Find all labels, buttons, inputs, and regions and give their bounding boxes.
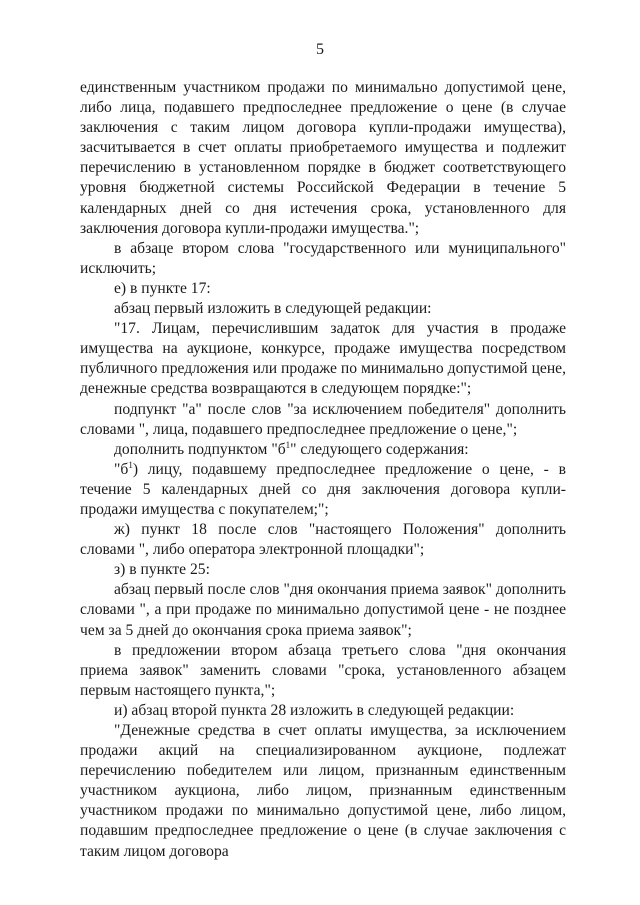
- paragraph: "Денежные средства в счет оплаты имущества, за исключением продажи акций на специализированном аукционе, подлежат перечислению победителем или лицом, признанным единственным участником аукциона, либо лицом, признанным единственным участником продажи по минимально допустимой цене, либо лицом, подавшим предпоследнее предложение о цене (в случае заключения с таким лицом договора: [80, 722, 566, 860]
- superscript: 1: [128, 459, 133, 470]
- paragraph-text: "б: [114, 460, 129, 478]
- page-number: 5: [316, 41, 324, 58]
- paragraph: з) в пункте 25:: [114, 561, 210, 579]
- paragraph-text: дополнить подпунктом "б: [114, 440, 286, 458]
- paragraph: абзац первый после слов "дня окончания приема заявок" дополнить словами ", а при продаже по минимально допустимой цене - не позднее чем за 5 дней до окончания срока приема заявок";: [80, 581, 566, 639]
- paragraph: в предложении втором абзаца третьего слова "дня окончания приема заявок" заменить словами "срока, установленного абзацем первым настоящего пункта,";: [80, 641, 566, 699]
- paragraph-text: " следующего содержания:: [290, 440, 469, 458]
- paragraph-text: ) лицу, подавшему предпоследнее предложение о цене, - в течение 5 календарных дней со дня заключения договора купли-продажи имущества с покупателем;";: [80, 460, 566, 518]
- paragraph: и) абзац второй пункта 28 изложить в следующей редакции:: [114, 701, 515, 719]
- document-body: [80, 78, 566, 862]
- superscript: 1: [285, 439, 291, 450]
- paragraph: е) в пункте 17:: [114, 279, 211, 297]
- paragraph: единственным участником продажи по минимально допустимой цене, либо лица, подавшего предпоследнее предложение о цене (в случае заключения с таким лицом договора купли-продажи имущества), засчитывается в счет оплаты приобретаемого имущества и подлежит перечислению в установленном порядке в бюджет соответствующего уровня бюджетной системы Российской Федерации в течение 5 календарных дней со дня истечения срока, установленного для заключения договора купли-продажи имущества.";: [80, 79, 566, 237]
- paragraph: в абзаце втором слова "государственного или муниципального" исключить;: [80, 239, 566, 277]
- paragraph: абзац первый изложить в следующей редакции:: [114, 300, 432, 318]
- paragraph: ж) пункт 18 после слов "настоящего Положения" дополнить словами ", либо оператора электронной площадки";: [80, 521, 566, 559]
- paragraph: "17. Лицам, перечислившим задаток для участия в продаже имущества на аукционе, конкурсе, продаже имущества посредством публичного предложения или продаже по минимально допустимой цене, денежные средства возвращаются в следующем порядке:";: [80, 320, 566, 398]
- paragraph: подпункт "а" после слов "за исключением победителя" дополнить словами ", лица, подавшего предпоследнее предложение о цене,";: [80, 400, 566, 438]
- paragraph: [80, 440, 566, 460]
- paragraph: [80, 460, 566, 520]
